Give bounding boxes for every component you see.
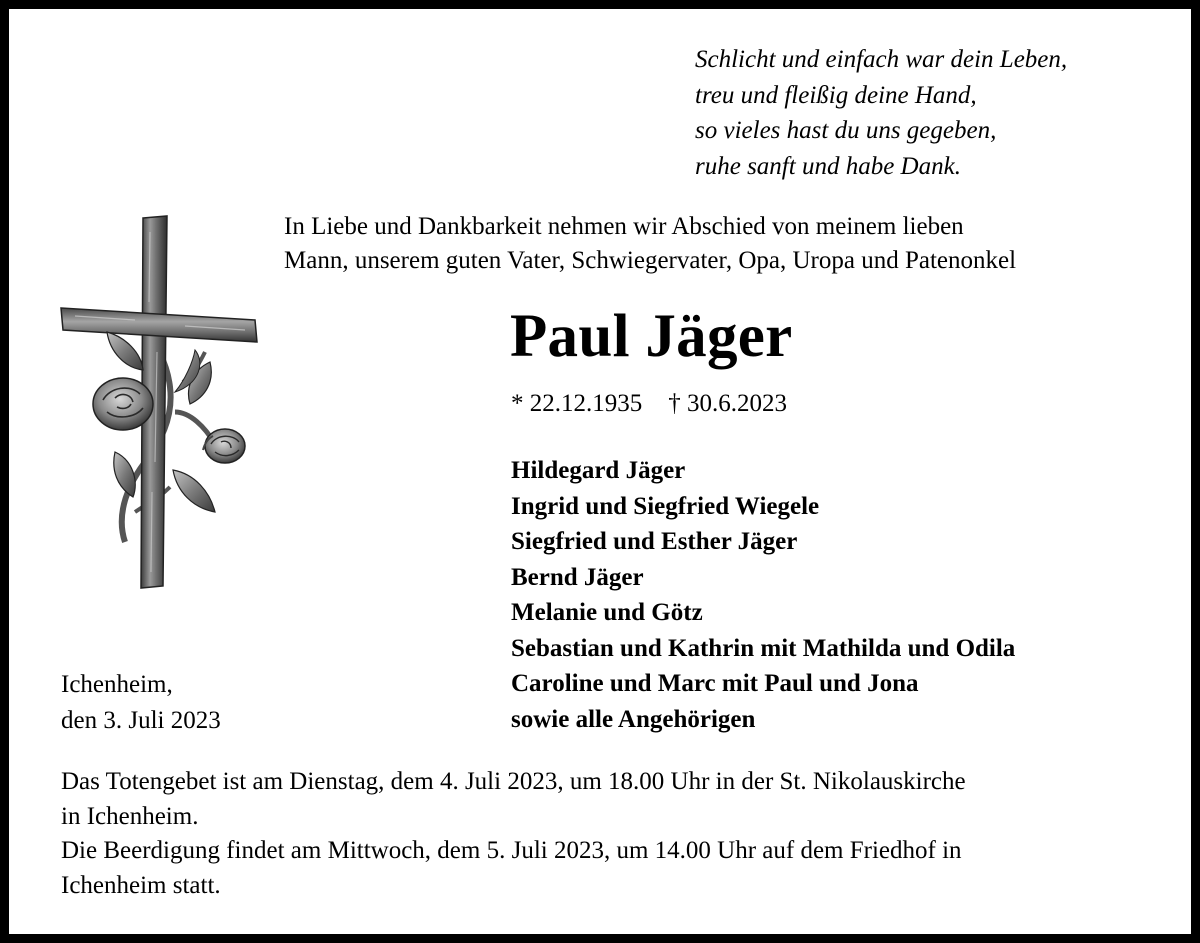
poem-line: Schlicht und einfach war dein Leben, <box>695 46 1068 73</box>
mourner-entry: Bernd Jäger <box>511 563 644 591</box>
intro-text <box>284 210 1016 278</box>
mourner-entry: Hildegard Jäger <box>511 457 686 484</box>
notice-line: Das Totengebet ist am Dienstag, dem 4. Juli 2023, um 18.00 Uhr in der St. Nikolauskirche <box>61 768 966 795</box>
place-date <box>61 667 221 738</box>
funeral-notice <box>61 765 966 903</box>
mourner-entry: Siegfried und Esther Jäger <box>511 528 798 555</box>
life-dates <box>511 387 787 421</box>
poem <box>695 42 1067 184</box>
mourner-entry: Sebastian und Kathrin mit Mathilda und Odila <box>511 634 1016 662</box>
notice-line: Ichenheim statt. <box>61 871 221 899</box>
mourner-entry: Caroline und Marc mit Paul und Jona <box>511 670 919 697</box>
birth-date: * 22.12.1935 <box>511 390 643 417</box>
mourners-list <box>511 453 1015 737</box>
notice-line: in Ichenheim. <box>61 802 199 830</box>
deceased-name: Paul Jäger <box>510 303 793 370</box>
mourner-entry: Ingrid und Siegfried Wiegele <box>511 492 820 520</box>
mourner-entry: Melanie und Götz <box>511 599 703 626</box>
poem-line: so vieles hast du uns gegeben, <box>695 117 997 144</box>
poem-line: ruhe sanft und habe Dank. <box>695 152 961 180</box>
cross-with-roses-icon <box>55 212 265 592</box>
death-date: † 30.6.2023 <box>668 390 787 417</box>
mourner-entry: sowie alle Angehörigen <box>511 705 756 733</box>
intro-line: Mann, unserem guten Vater, Schwiegervater, Opa, Uropa und Patenonkel <box>284 247 1017 274</box>
notice-line: Die Beerdigung findet am Mittwoch, dem 5. Juli 2023, um 14.00 Uhr auf dem Friedhof in <box>61 837 962 864</box>
intro-line: In Liebe und Dankbarkeit nehmen wir Abschied von meinem lieben <box>284 213 964 240</box>
place-city: Ichenheim, <box>61 671 173 698</box>
poem-line: treu und fleißig deine Hand, <box>695 81 977 109</box>
place-date-line: den 3. Juli 2023 <box>61 706 221 734</box>
